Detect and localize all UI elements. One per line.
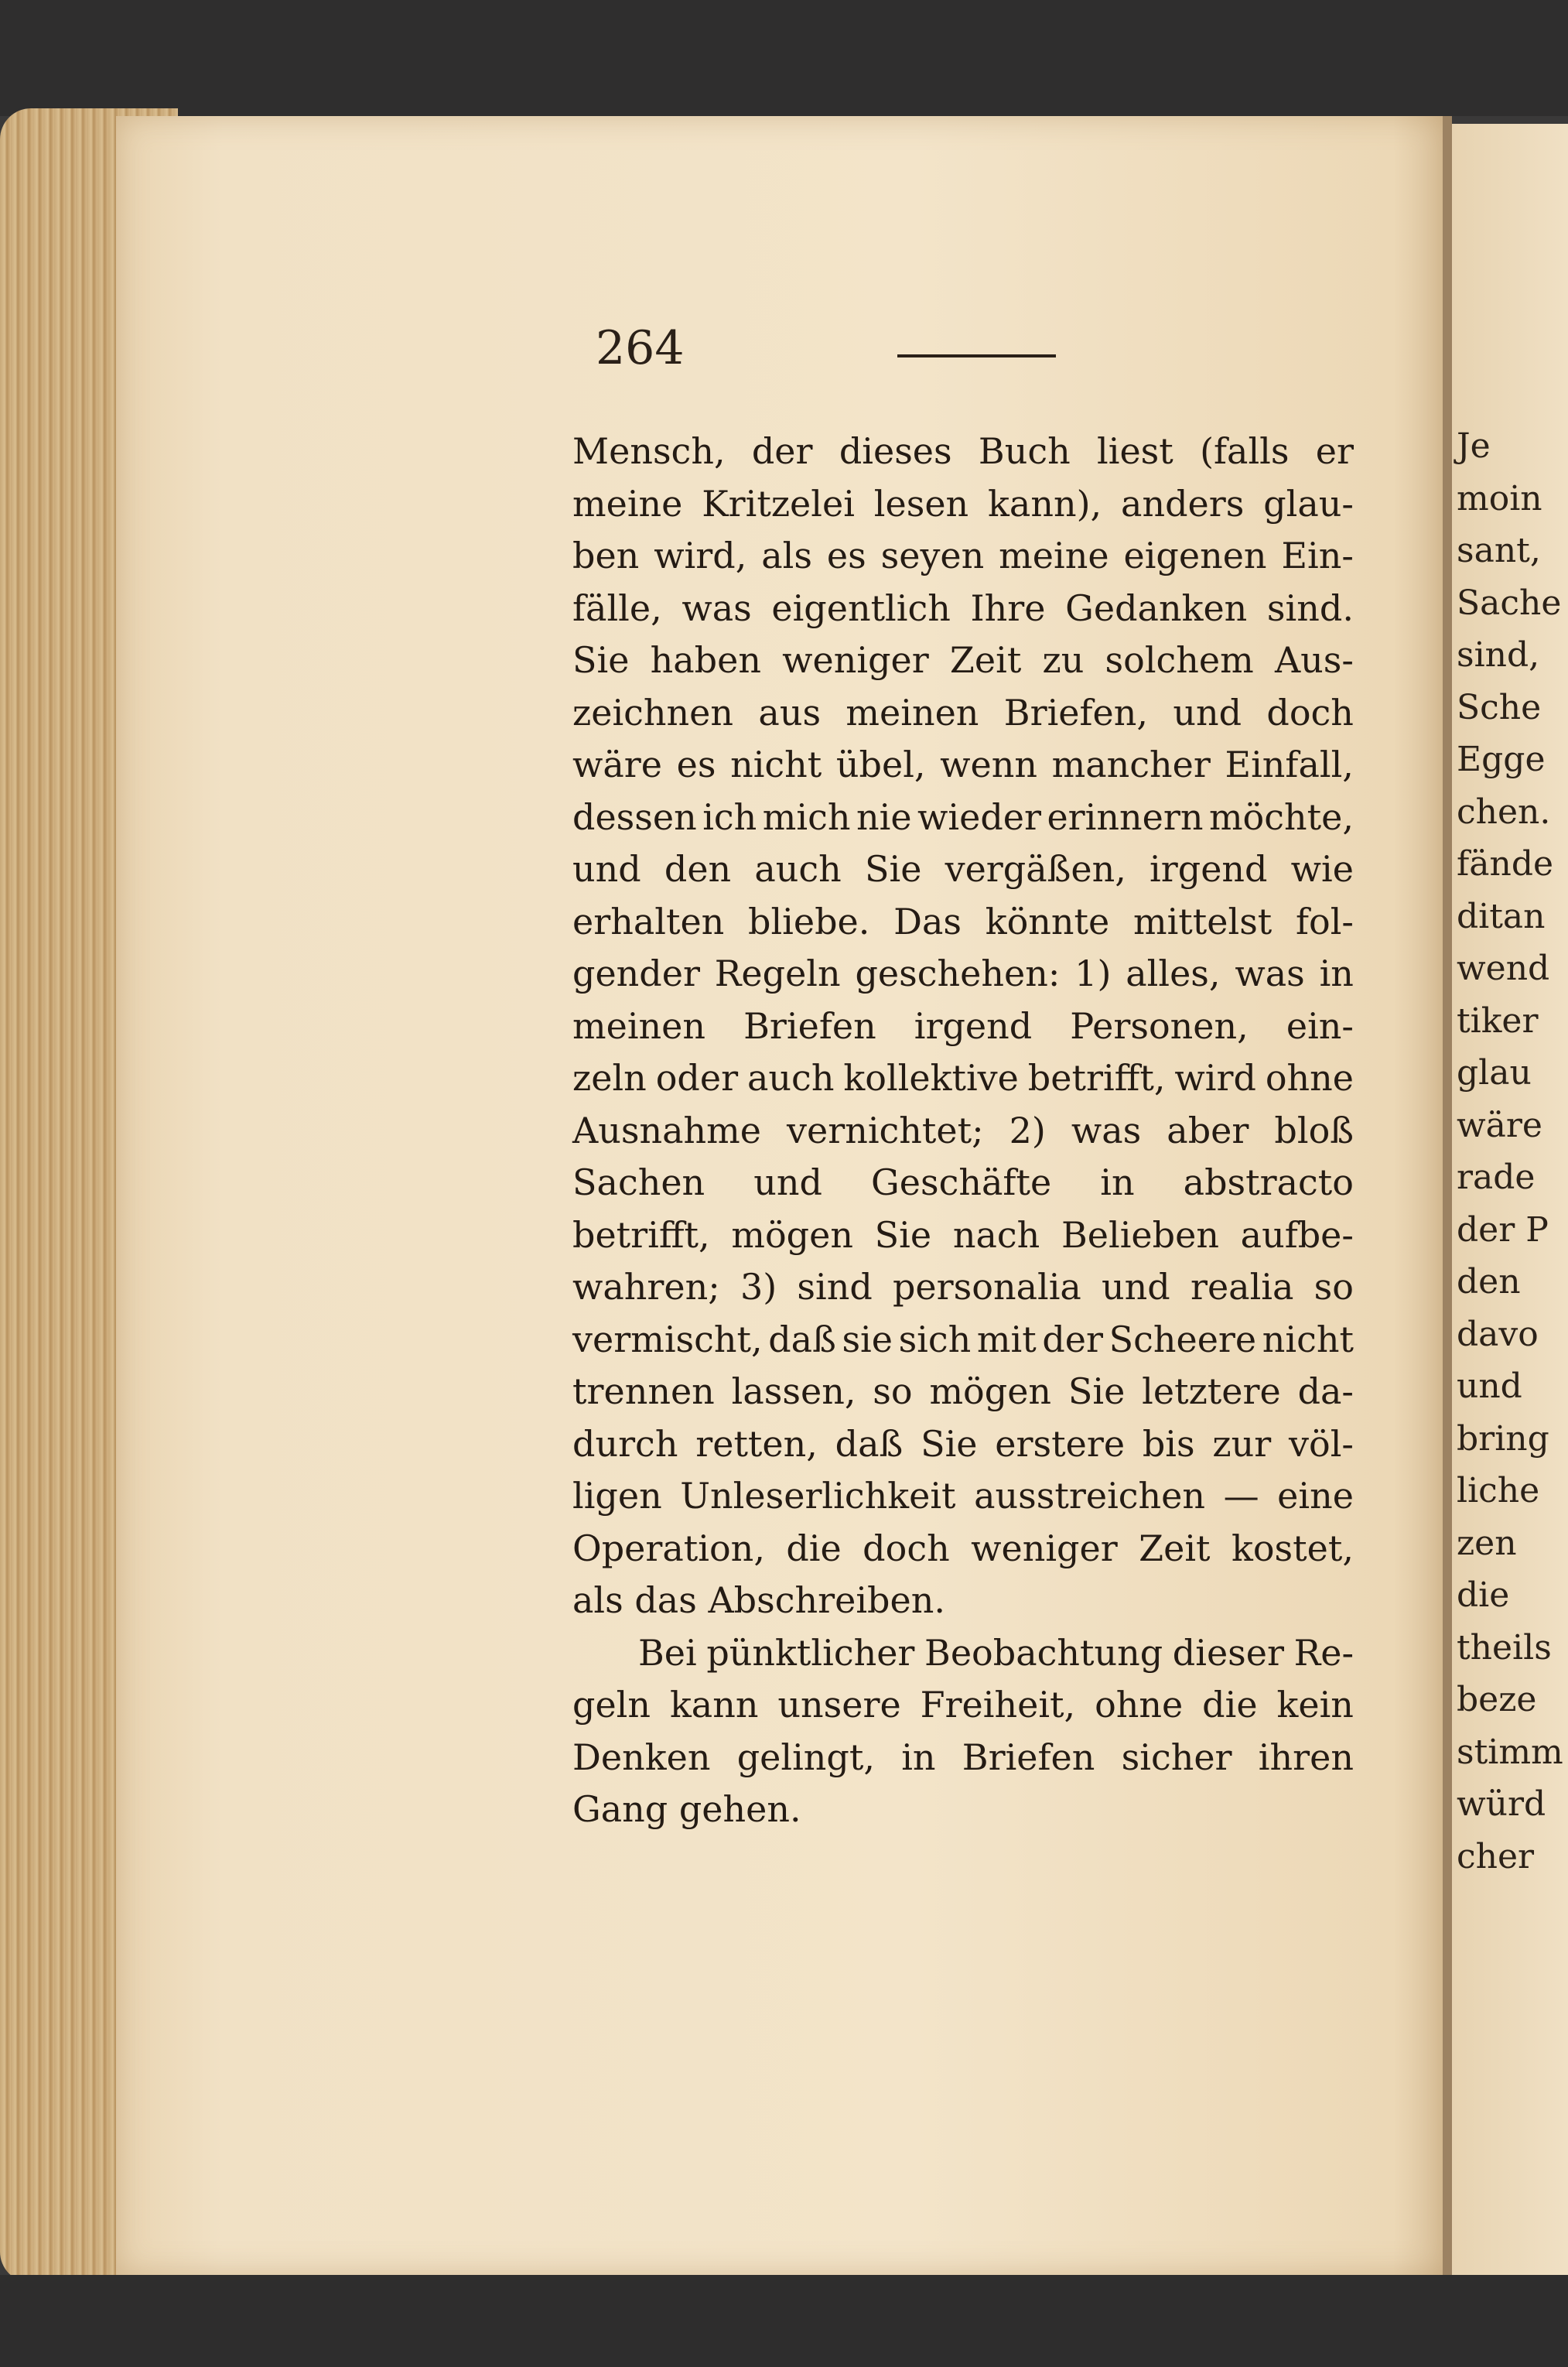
right-page-line: ditan — [1457, 896, 1546, 936]
text-line: erhalten bliebe. Das könnte mittelst fol- — [572, 900, 1354, 942]
text-line: zeichnen aus meinen Briefen, und doch — [572, 691, 1354, 734]
text-line: durch retten, daß Sie erstere bis zur völ- — [572, 1422, 1354, 1465]
text-line: meinen Briefen irgend Personen, ein- — [572, 1004, 1354, 1047]
right-page-line: rade — [1457, 1158, 1536, 1197]
right-page-line: und — [1457, 1366, 1522, 1406]
right-page-line: davo — [1457, 1314, 1539, 1354]
right-page-line: theils — [1457, 1627, 1552, 1668]
right-page-line: cher — [1457, 1836, 1535, 1876]
right-page-line: würd — [1457, 1784, 1546, 1824]
body-text — [572, 426, 1354, 1836]
right-page-line: chen. — [1457, 792, 1551, 832]
page-number: 264 — [596, 321, 685, 375]
scan-backdrop — [0, 0, 1568, 116]
text-line: Ausnahme vernichtet; 2) was aber bloß — [572, 1109, 1354, 1151]
text-line: ligen Unleserlichkeit ausstreichen — eine — [572, 1475, 1354, 1517]
scan-backdrop-bottom — [0, 2275, 1568, 2367]
right-page-line: stimm — [1457, 1732, 1563, 1772]
text-line: und den auch Sie vergäßen, irgend wie — [572, 848, 1354, 890]
text-line: Operation, die doch weniger Zeit kostet, — [572, 1527, 1354, 1569]
text-line: betrifft, mögen Sie nach Belieben aufbe- — [572, 1213, 1354, 1256]
text-line: fälle, was eigentlich Ihre Gedanken sind. — [572, 587, 1354, 629]
right-page-line: Egge — [1457, 740, 1546, 779]
text-line: wahren; 3) sind personalia und realia so — [572, 1266, 1354, 1308]
text-line: dessen ich mich nie wieder erinnern möchte, — [572, 795, 1354, 838]
right-page-line: wäre — [1457, 1105, 1542, 1145]
text-line: Mensch, der dieses Buch liest (falls er — [572, 430, 1354, 472]
text-line: Sie haben weniger Zeit zu solchem Aus- — [572, 639, 1354, 681]
text-line: Bei pünktlicher Beobachtung dieser Re- — [638, 1631, 1354, 1674]
header-rule — [897, 354, 1056, 357]
right-page-line: glau — [1457, 1053, 1532, 1093]
right-page-line: sind, — [1457, 635, 1540, 675]
text-line: als das Abschreiben. — [572, 1579, 945, 1621]
text-line: vermischt, daß sie sich mit der Scheere nicht — [572, 1318, 1354, 1360]
right-page-line: moin — [1457, 478, 1542, 518]
book-gutter — [1443, 116, 1452, 2275]
right-page-line: wend — [1457, 949, 1550, 988]
text-line: meine Kritzelei lesen kann), anders glau- — [572, 482, 1354, 525]
text-line: Gang gehen. — [572, 1788, 801, 1830]
right-page-line: die — [1457, 1575, 1510, 1615]
text-line: zeln oder auch kollektive betrifft, wird ohne — [572, 1057, 1354, 1099]
right-page-line: den — [1457, 1262, 1521, 1302]
text-line: Denken gelingt, in Briefen sicher ihren — [572, 1736, 1354, 1778]
text-line: gender Regeln geschehen: 1) alles, was in — [572, 953, 1354, 994]
right-page-line: tiker — [1457, 1001, 1539, 1041]
right-page-line: zen — [1457, 1523, 1517, 1563]
right-page-line: beze — [1457, 1680, 1537, 1719]
right-page-line: sant, — [1457, 531, 1541, 570]
text-line: geln kann unsere Freiheit, ohne die kein — [572, 1684, 1354, 1726]
right-page-line: Je — [1457, 426, 1491, 466]
right-page-line: bring — [1457, 1418, 1549, 1459]
right-page-line: liche — [1457, 1471, 1540, 1510]
text-line: Sachen und Geschäfte in abstracto — [572, 1161, 1354, 1203]
text-line: trennen lassen, so mögen Sie letztere da- — [572, 1370, 1354, 1412]
text-line: ben wird, als es seyen meine eigenen Ein- — [572, 535, 1354, 576]
right-page-line: Sache — [1457, 583, 1562, 623]
right-page-line: Sche — [1457, 687, 1542, 727]
right-page-line: fände — [1457, 844, 1554, 884]
right-page-fragment — [1452, 124, 1568, 2275]
right-page-line: der P — [1457, 1209, 1549, 1250]
text-line: wäre es nicht übel, wenn mancher Einfall, — [572, 744, 1354, 785]
